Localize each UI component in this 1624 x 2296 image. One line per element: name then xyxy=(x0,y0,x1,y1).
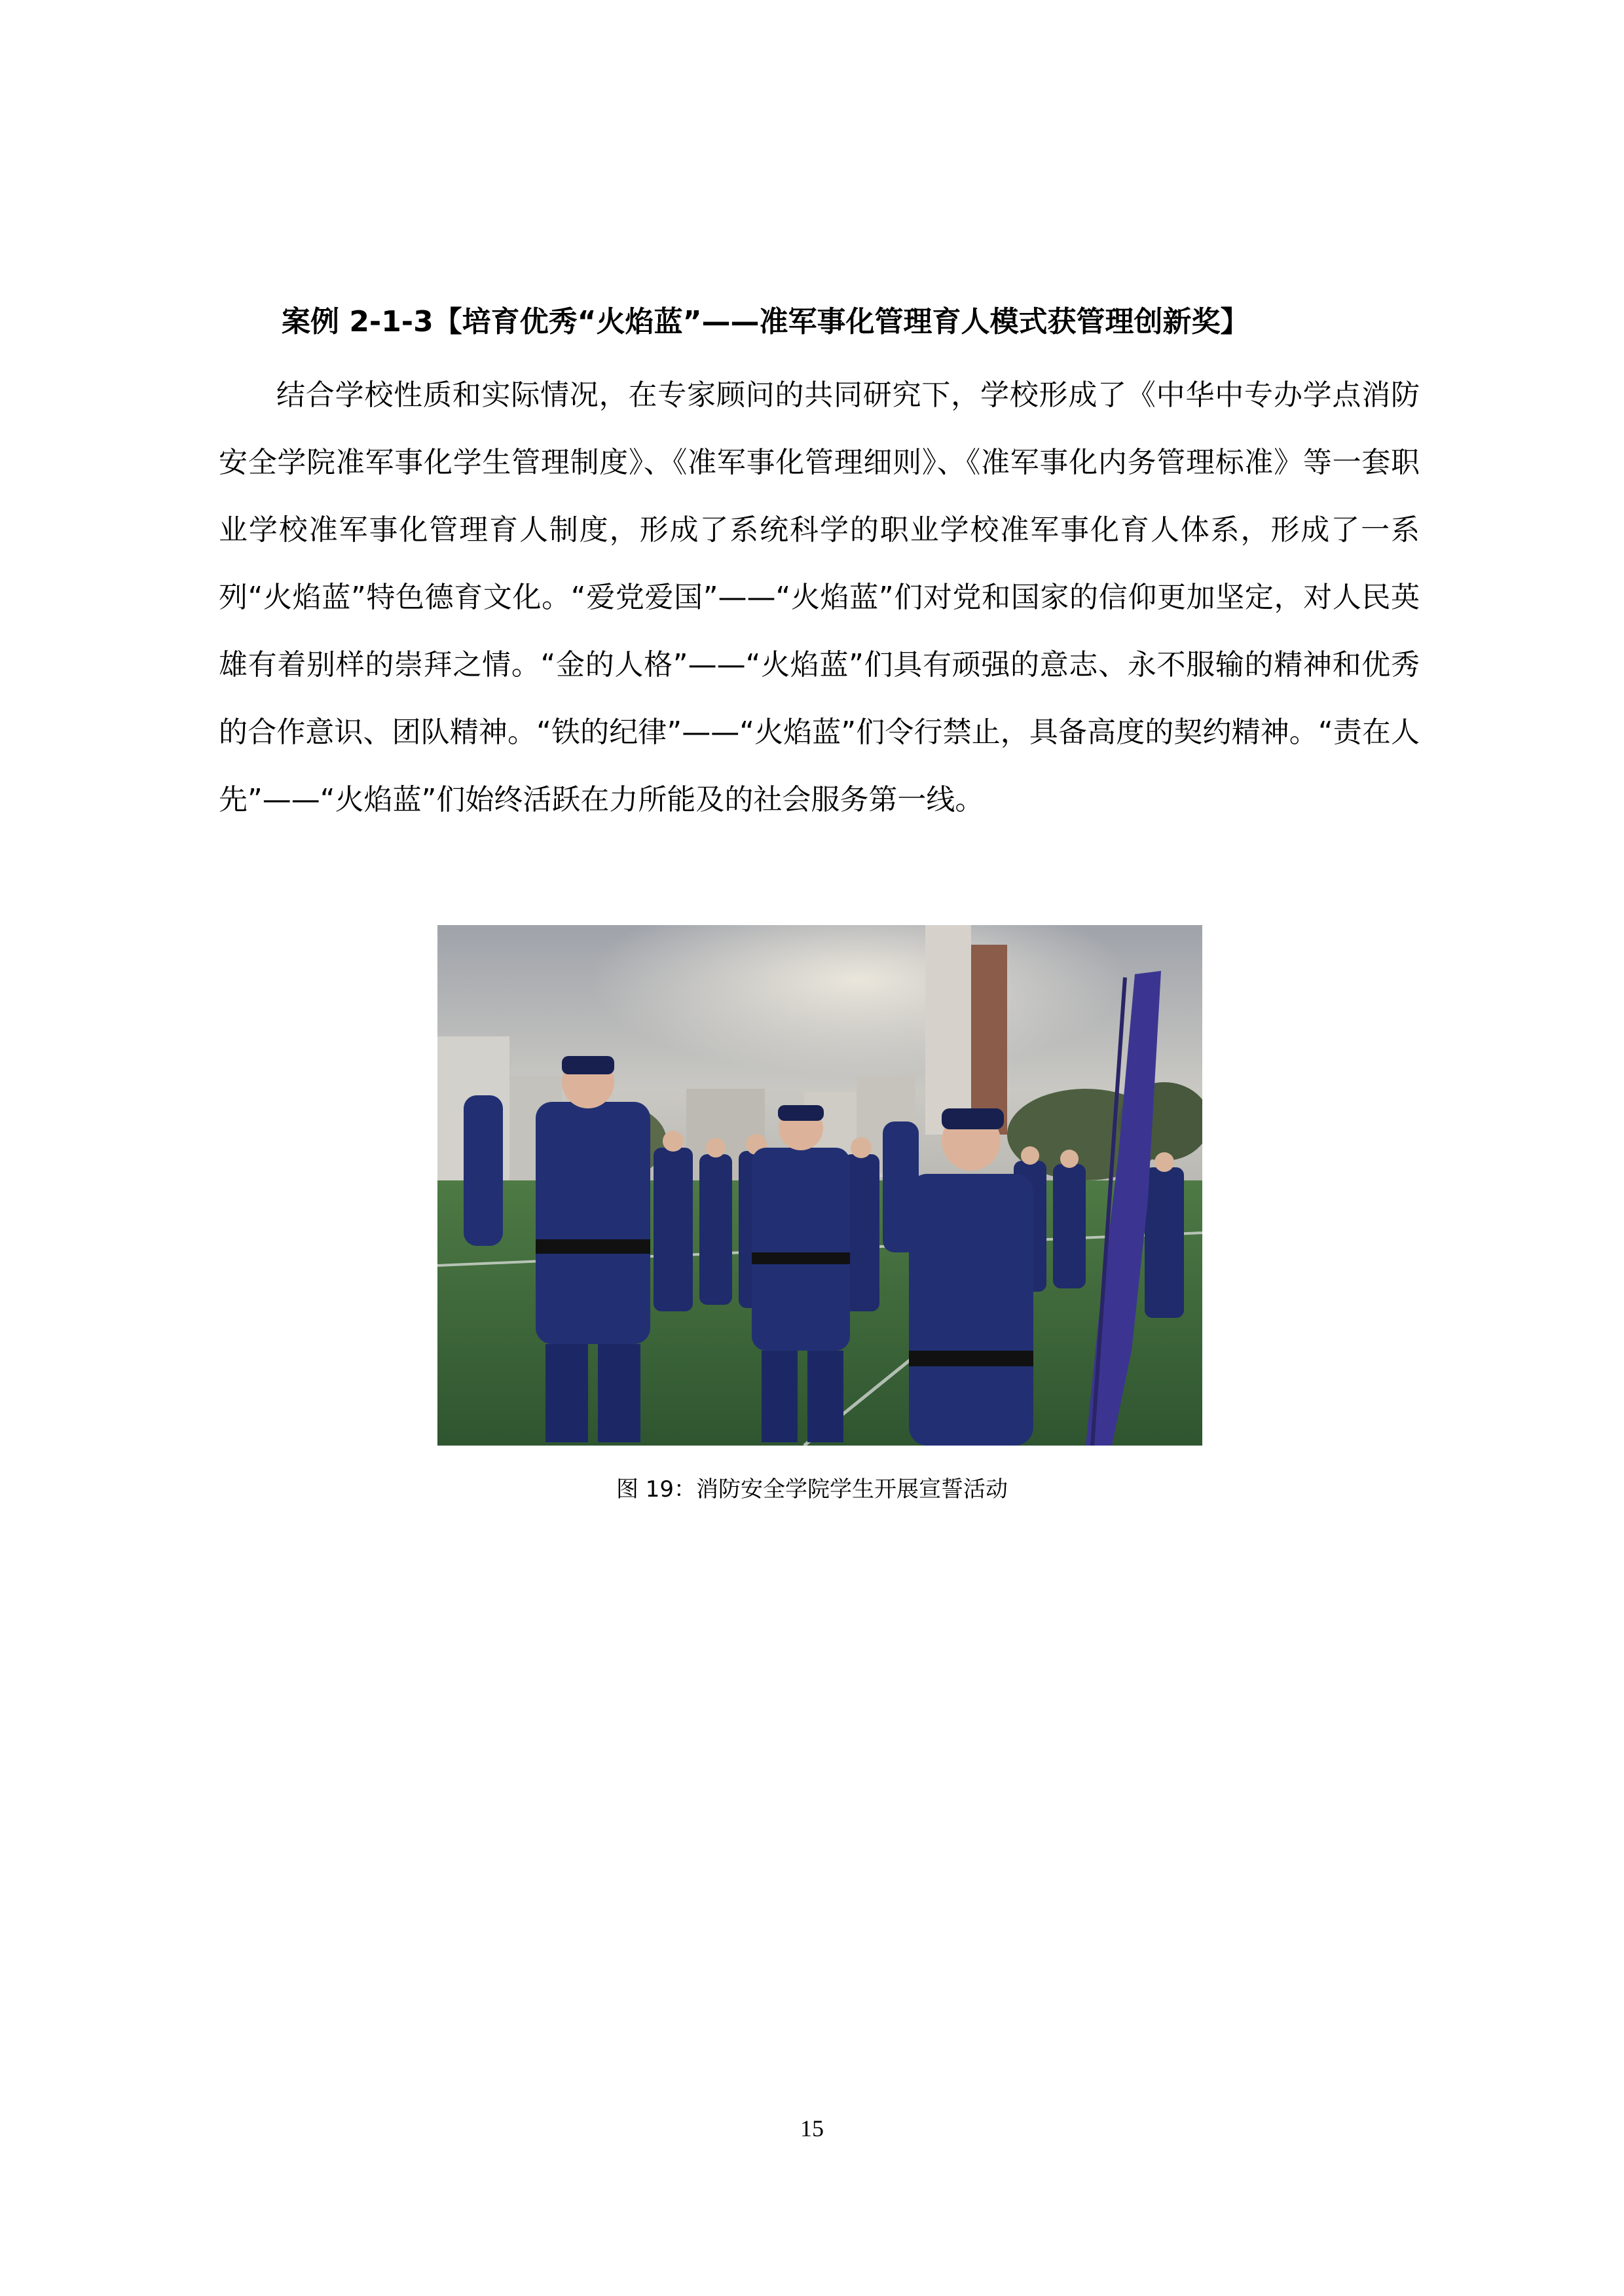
case-paragraph: 结合学校性质和实际情况，在专家顾问的共同研究下，学校形成了《中华中专办学点消防安全学院准军事化学生管理制度》、《准军事化管理细则》、《准军事化内务管理标准》等一套职业学校准军事化管理育人制度，形成了系统科学的职业学校准军事化育人体系，形成了一系列“火焰蓝”特色德育文化。“爱党爱国”——“火焰蓝”们对党和国家的信仰更加坚定，对人民英雄有着别样的崇拜之情。“金的人格”——“火焰蓝”们具有顽强的意志、永不服输的精神和优秀的合作意识、团队精神。“铁的纪律”——“火焰蓝”们令行禁止，具备高度的契约精神。“责在人先”——“火焰蓝”们始终活跃在力所能及的社会服务第一线。 xyxy=(219,378,1420,816)
oath-ceremony-photo xyxy=(437,925,1202,1446)
case-heading: 案例 2-1-3【培育优秀“火焰蓝”——准军事化管理育人模式获管理创新奖】 xyxy=(282,305,1249,338)
page-number: 15 xyxy=(800,2115,824,2141)
figure-caption: 图 19：消防安全学院学生开展宣誓活动 xyxy=(616,1476,1008,1503)
